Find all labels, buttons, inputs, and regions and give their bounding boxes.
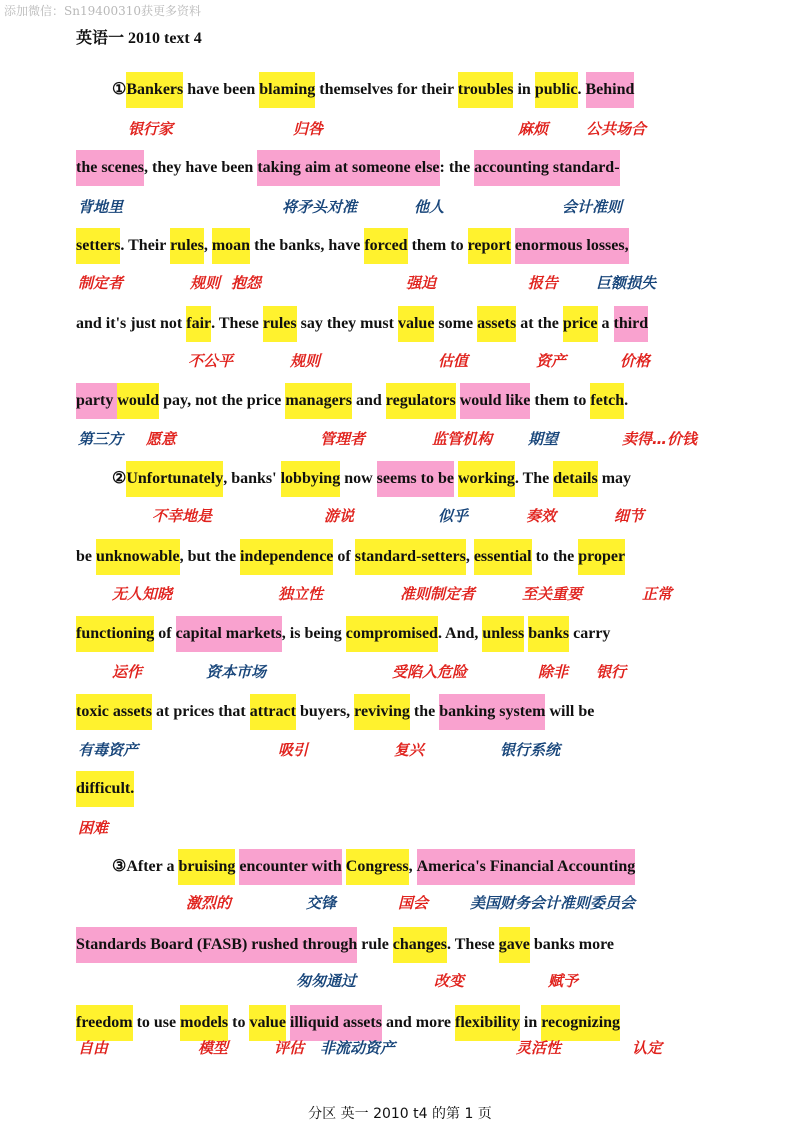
text-segment: them to — [530, 392, 591, 409]
chinese-gloss: 资本市场 — [206, 663, 267, 681]
chinese-gloss: 运作 — [112, 663, 143, 681]
highlight-yellow: banks — [528, 616, 569, 652]
highlight-yellow: bruising — [178, 849, 235, 885]
text-line — [76, 150, 620, 186]
text-segment: carry — [569, 625, 611, 642]
text-segment: pay, not the price — [159, 392, 286, 409]
highlight-yellow: toxic assets — [76, 694, 152, 730]
text-line — [76, 771, 134, 807]
highlight-yellow: proper — [578, 539, 625, 575]
chinese-gloss: 似乎 — [438, 507, 469, 525]
chinese-gloss: 卖得…价钱 — [622, 430, 698, 448]
chinese-gloss: 归咎 — [293, 120, 324, 138]
text-line — [76, 1005, 620, 1041]
text-segment: . And, — [437, 625, 483, 642]
highlight-yellow: moan — [212, 228, 250, 264]
chinese-gloss: 期望 — [528, 430, 559, 448]
text-segment: at the — [516, 315, 563, 332]
highlight-yellow: setters — [76, 228, 120, 264]
highlight-yellow: assets — [477, 306, 516, 342]
highlight-yellow: blaming — [259, 72, 315, 108]
highlight-pink: enormous losses, — [515, 228, 629, 264]
text-segment: . These — [211, 315, 263, 332]
highlight-yellow: changes — [393, 927, 447, 963]
text-segment: now — [340, 470, 377, 487]
text-segment: some — [434, 315, 478, 332]
highlight-yellow: report — [468, 228, 511, 264]
chinese-gloss: 非流动资产 — [320, 1039, 396, 1057]
page-footer: 分区 英一 2010 t4 的第 1 页 — [308, 1106, 492, 1122]
text-line — [76, 539, 625, 575]
chinese-gloss: 评估 — [274, 1039, 305, 1057]
text-line — [112, 849, 635, 885]
chinese-gloss: 有毒资产 — [78, 741, 139, 759]
chinese-gloss: 他人 — [414, 198, 445, 216]
highlight-yellow: unless — [482, 616, 524, 652]
chinese-gloss: 无人知晓 — [112, 585, 173, 603]
page-title: 英语一 2010 text 4 — [76, 30, 202, 47]
chinese-gloss: 巨额损失 — [596, 274, 657, 292]
text-segment: , they have been — [143, 159, 258, 176]
chinese-gloss: 规则 — [290, 352, 321, 370]
text-segment: to — [228, 1014, 250, 1031]
chinese-gloss: 模型 — [198, 1039, 229, 1057]
highlight-pink: America's Financial Accounting — [417, 849, 636, 885]
chinese-gloss: 独立性 — [278, 585, 324, 603]
text-segment: . — [577, 81, 586, 98]
text-segment: in — [513, 81, 535, 98]
text-segment: . The — [514, 470, 554, 487]
text-segment: buyers, — [295, 703, 355, 720]
chinese-gloss: 资产 — [536, 352, 567, 370]
chinese-gloss: 交锋 — [306, 894, 337, 912]
chinese-gloss: 匆匆通过 — [296, 972, 357, 990]
text-line — [76, 927, 614, 963]
highlight-yellow: price — [563, 306, 598, 342]
chinese-gloss: 不幸地是 — [152, 507, 213, 525]
highlight-pink: party — [76, 383, 117, 419]
highlight-yellow: managers — [285, 383, 352, 419]
highlight-yellow: fair — [186, 306, 211, 342]
highlight-yellow: forced — [364, 228, 407, 264]
chinese-gloss: 制定者 — [78, 274, 124, 292]
chinese-gloss: 认定 — [632, 1039, 663, 1057]
highlight-yellow: freedom — [76, 1005, 133, 1041]
text-segment: and — [352, 392, 386, 409]
chinese-gloss: 正常 — [642, 585, 673, 603]
chinese-gloss: 赋予 — [548, 972, 579, 990]
chinese-gloss: 奏效 — [526, 507, 557, 525]
highlight-pink: Behind — [586, 72, 635, 108]
highlight-pink: encounter with — [239, 849, 341, 885]
text-segment: ② — [112, 470, 127, 487]
chinese-gloss: 美国财务会计准则委员会 — [470, 894, 636, 912]
text-segment: . These — [447, 936, 499, 953]
chinese-gloss: 至关重要 — [522, 585, 583, 603]
highlight-yellow: recognizing — [541, 1005, 620, 1041]
highlight-pink: Standards Board (FASB) rushed through — [76, 927, 357, 963]
chinese-gloss: 改变 — [434, 972, 465, 990]
highlight-yellow: details — [553, 461, 597, 497]
text-segment: , is being — [281, 625, 346, 642]
chinese-gloss: 除非 — [538, 663, 569, 681]
text-segment: and more — [381, 1014, 455, 1031]
chinese-gloss: 规则 — [190, 274, 221, 292]
highlight-yellow: fetch — [590, 383, 624, 419]
chinese-gloss: 准则制定者 — [400, 585, 476, 603]
highlight-yellow: rules — [170, 228, 204, 264]
text-segment: , — [203, 237, 212, 254]
text-segment: rule — [357, 936, 393, 953]
chinese-gloss: 不公平 — [188, 352, 234, 370]
chinese-gloss: 游说 — [324, 507, 355, 525]
text-line — [76, 228, 629, 264]
highlight-yellow: Bankers — [126, 72, 183, 108]
text-segment: say they must — [296, 315, 398, 332]
highlight-pink: taking aim at someone else — [257, 150, 439, 186]
highlight-yellow: functioning — [76, 616, 154, 652]
highlight-yellow: rules — [263, 306, 297, 342]
chinese-gloss: 会计准则 — [562, 198, 623, 216]
text-segment: , but the — [179, 548, 241, 565]
highlight-yellow: Congress — [346, 849, 409, 885]
chinese-gloss: 复兴 — [394, 741, 425, 759]
text-segment: . Their — [120, 237, 171, 254]
highlight-pink: would like — [460, 383, 531, 419]
highlight-pink: seems to be — [377, 461, 454, 497]
highlight-yellow: models — [180, 1005, 228, 1041]
highlight-yellow: lobbying — [281, 461, 341, 497]
text-segment: to the — [531, 548, 579, 565]
highlight-yellow: gave — [499, 927, 530, 963]
chinese-gloss: 第三方 — [78, 430, 124, 448]
highlight-yellow: troubles — [458, 72, 514, 108]
text-segment: of — [154, 625, 176, 642]
text-segment: a — [597, 315, 614, 332]
text-segment: the banks, have — [250, 237, 365, 254]
chinese-gloss: 细节 — [614, 507, 645, 525]
highlight-yellow: value — [398, 306, 434, 342]
highlight-pink: capital markets — [176, 616, 282, 652]
text-line — [76, 383, 628, 419]
highlight-pink: illiquid assets — [290, 1005, 382, 1041]
text-segment: be — [76, 548, 96, 565]
highlight-yellow: difficult. — [76, 771, 134, 807]
highlight-yellow: value — [249, 1005, 285, 1041]
text-segment: ③After a — [112, 858, 179, 875]
chinese-gloss: 吸引 — [278, 741, 309, 759]
text-segment: , — [408, 858, 417, 875]
chinese-gloss: 管理者 — [320, 430, 366, 448]
highlight-yellow: Unfortunately — [126, 461, 223, 497]
text-segment: ① — [112, 81, 127, 98]
highlight-yellow: would — [117, 383, 159, 419]
chinese-gloss: 银行系统 — [500, 741, 561, 759]
highlight-pink: banking system — [439, 694, 545, 730]
highlight-pink: the scenes — [76, 150, 144, 186]
text-segment: , — [465, 548, 474, 565]
text-segment: themselves for their — [315, 81, 458, 98]
text-segment: may — [597, 470, 632, 487]
chinese-gloss: 公共场合 — [586, 120, 647, 138]
chinese-gloss: 背地里 — [78, 198, 124, 216]
text-segment: , banks' — [223, 470, 281, 487]
text-line — [76, 694, 594, 730]
highlight-yellow: attract — [250, 694, 296, 730]
highlight-yellow: independence — [240, 539, 333, 575]
chinese-gloss: 受陷入危险 — [392, 663, 468, 681]
highlight-pink: third — [614, 306, 649, 342]
highlight-pink: accounting standard- — [474, 150, 619, 186]
text-segment: have been — [183, 81, 260, 98]
chinese-gloss: 愿意 — [146, 430, 177, 448]
chinese-gloss: 麻烦 — [518, 120, 549, 138]
chinese-gloss: 自由 — [78, 1039, 109, 1057]
chinese-gloss: 强迫 — [406, 274, 437, 292]
text-line — [112, 72, 634, 108]
chinese-gloss: 银行家 — [128, 120, 174, 138]
text-segment: banks more — [529, 936, 615, 953]
chinese-gloss: 价格 — [620, 352, 651, 370]
text-segment: will be — [545, 703, 595, 720]
text-segment: . — [624, 392, 629, 409]
text-segment: the — [409, 703, 440, 720]
chinese-gloss: 将矛头对准 — [282, 198, 358, 216]
highlight-yellow: reviving — [354, 694, 410, 730]
text-segment: in — [519, 1014, 542, 1031]
highlight-yellow: working — [458, 461, 515, 497]
highlight-yellow: standard-setters — [355, 539, 466, 575]
chinese-gloss: 灵活性 — [516, 1039, 562, 1057]
chinese-gloss: 激烈的 — [186, 894, 232, 912]
highlight-yellow: public — [535, 72, 578, 108]
text-segment: at prices that — [151, 703, 250, 720]
highlight-yellow: regulators — [386, 383, 456, 419]
text-segment: them to — [407, 237, 468, 254]
text-segment: of — [333, 548, 355, 565]
chinese-gloss: 估值 — [438, 352, 469, 370]
chinese-gloss: 抱怨 — [231, 274, 262, 292]
text-line — [76, 616, 610, 652]
highlight-yellow: compromised — [346, 616, 438, 652]
chinese-gloss: 困难 — [78, 819, 109, 837]
text-line — [112, 461, 631, 497]
chinese-gloss: 监管机构 — [432, 430, 493, 448]
highlight-yellow: essential — [474, 539, 532, 575]
highlight-yellow: flexibility — [455, 1005, 520, 1041]
chinese-gloss: 报告 — [528, 274, 559, 292]
highlight-yellow: unknowable — [96, 539, 180, 575]
text-segment: to use — [132, 1014, 181, 1031]
text-segment: : the — [439, 159, 475, 176]
text-line — [76, 306, 648, 342]
watermark-text: 添加微信：Sn19400310获更多资料 — [4, 4, 202, 18]
text-segment: and it's just not — [76, 315, 187, 332]
chinese-gloss: 银行 — [596, 663, 627, 681]
chinese-gloss: 国会 — [398, 894, 429, 912]
